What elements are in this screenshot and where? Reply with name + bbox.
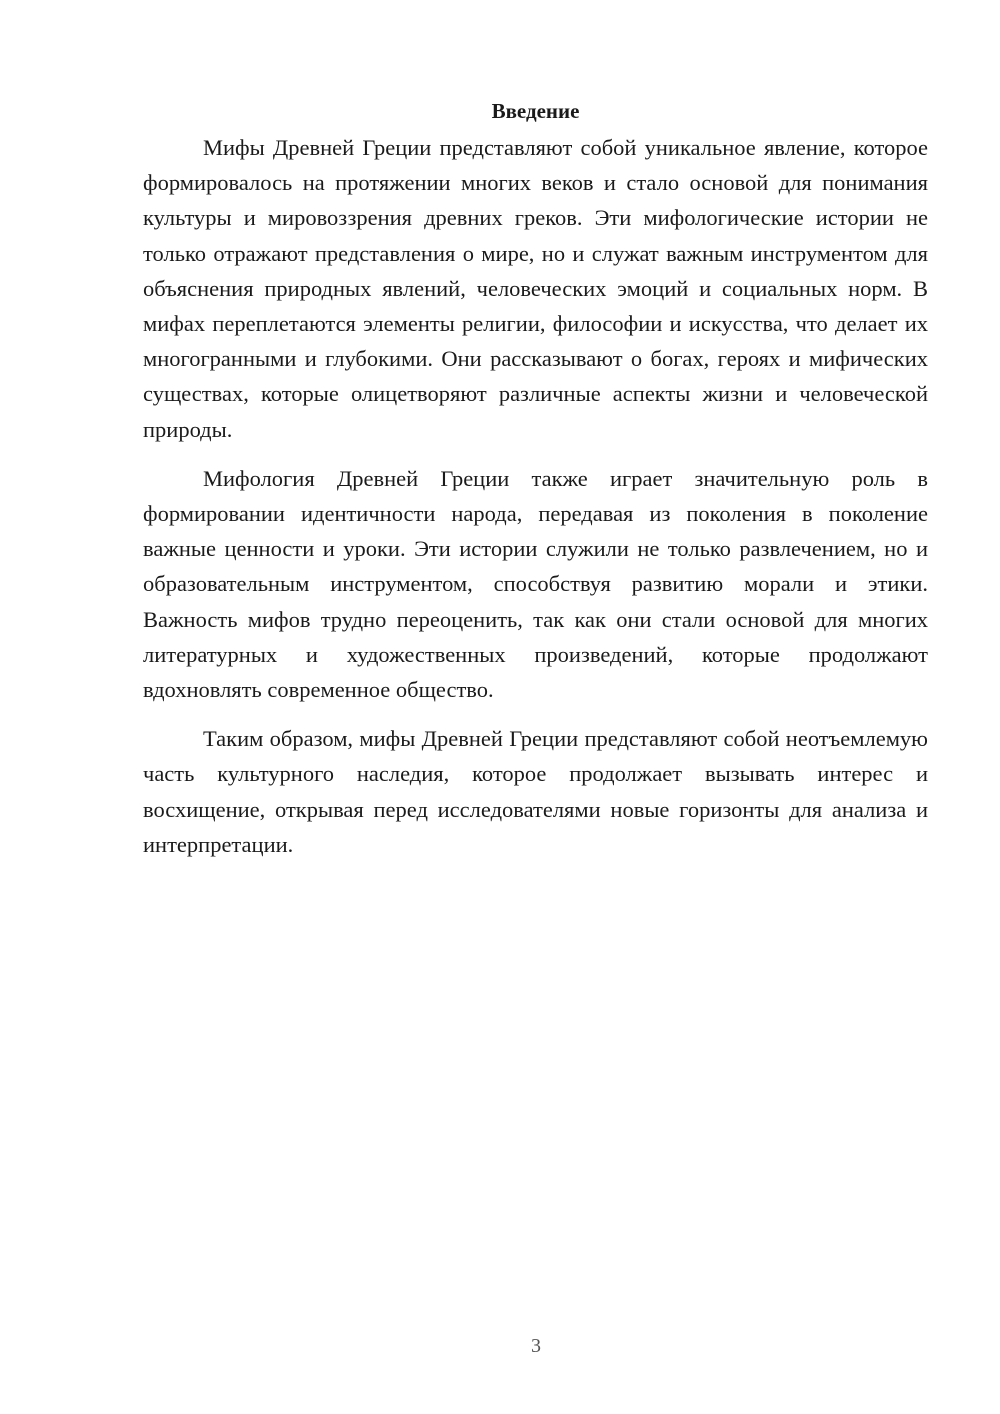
- section-title: Введение: [491, 99, 580, 123]
- paragraph-3: Таким образом, мифы Древней Греции представляют собой неотъемлемую часть культурного наследия, которое продолжает вызывать интерес и восхищение, открывая перед исследователями новые горизонты для анализа и интерпретации.: [143, 726, 928, 857]
- page-number: 3: [531, 1335, 541, 1357]
- paragraph-2: Мифология Древней Греции также играет значительную роль в формировании идентичности народа, передавая из поколения в поколение важные ценности и уроки. Эти истории служили не только развлечением, но и образовательным инструментом, способствуя развитию морали и этики. Важность мифов трудно переоценить, так как они стали основой для многих литературных и художественных произведений, которые продолжают вдохновлять современное общество.: [143, 465, 928, 703]
- paragraph-1: Мифы Древней Греции представляют собой уникальное явление, которое формировалось на протяжении многих веков и стало основой для понимания культуры и мировоззрения древних греков. Эти мифологические истории не только отражают представления о мире, но и служат важным инструментом для объяснения природных явлений, человеческих эмоций и социальных норм. В мифах переплетаются элементы религии, философии и искусства, что делает их многогранными и глубокими. Они рассказывают о богах, героях и мифических существах, которые олицетворяют различные аспекты жизни и человеческой природы.: [143, 135, 928, 442]
- page-content: [143, 96, 928, 876]
